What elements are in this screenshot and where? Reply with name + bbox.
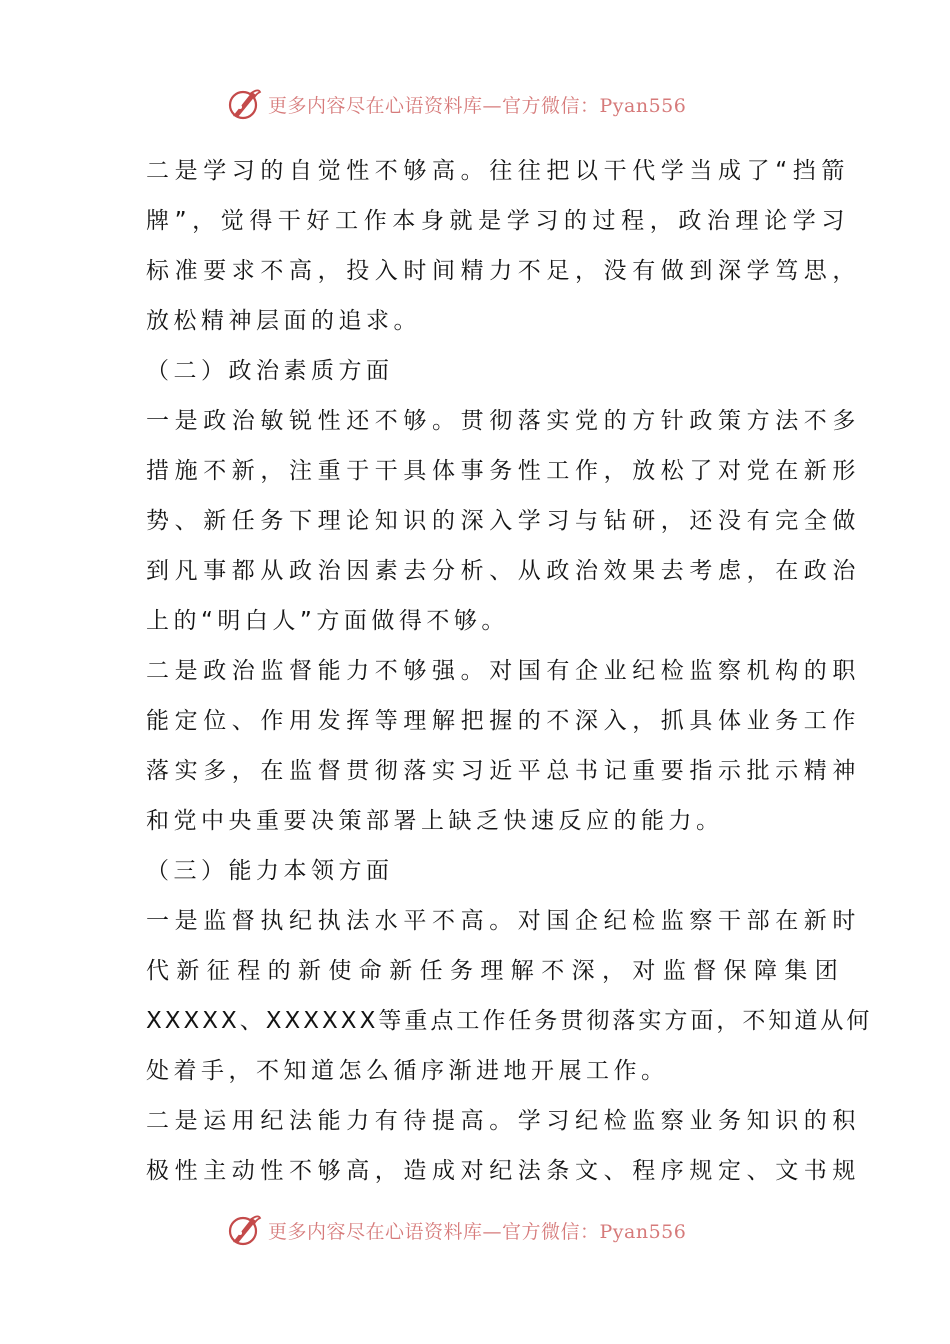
text-line: 代新征程的新使命新任务理解不深，对监督保障集团	[146, 958, 846, 984]
text-line: 能定位、作用发挥等理解把握的不深入，抓具体业务工作	[146, 708, 861, 734]
text-line: XXXXX、XXXXXX等重点工作任务贯彻落实方面，不知道从何	[146, 1008, 873, 1034]
section-heading: （三）能力本领方面	[146, 858, 394, 884]
text-line: 二是学习的自觉性不够高。往往把以干代学当成了“挡箭	[146, 158, 850, 184]
text-line: 一是监督执纪执法水平不高。对国企纪检监察干部在新时	[146, 908, 861, 934]
text-line: 落实多，在监督贯彻落实习近平总书记重要指示批示精神	[146, 758, 861, 784]
quill-logo-icon	[226, 1212, 262, 1248]
text-line: 极性主动性不够高，造成对纪法条文、程序规定、文书规	[146, 1158, 861, 1184]
text-line: 上的“明白人”方面做得不够。	[146, 608, 509, 634]
quill-logo-icon	[226, 86, 262, 122]
text-line: 到凡事都从政治因素去分析、从政治效果去考虑，在政治	[146, 558, 861, 584]
text-line: 标准要求不高，投入时间精力不足，没有做到深学笃思，	[146, 258, 861, 284]
text-line: 二是政治监督能力不够强。对国有企业纪检监察机构的职	[146, 658, 861, 684]
section-heading: （二）政治素质方面	[146, 358, 394, 384]
footer-watermark	[226, 1210, 726, 1250]
text-line: 措施不新，注重于干具体事务性工作，放松了对党在新形	[146, 458, 861, 484]
document-body	[146, 146, 873, 1196]
watermark-text: 更多内容尽在心语资料库—官方微信：Pyan556	[268, 94, 687, 117]
header-watermark	[226, 84, 726, 124]
text-line: 和党中央重要决策部署上缺乏快速反应的能力。	[146, 808, 724, 834]
watermark-text: 更多内容尽在心语资料库—官方微信：Pyan556	[268, 1220, 687, 1243]
text-line: 一是政治敏锐性还不够。贯彻落实党的方针政策方法不多	[146, 408, 861, 434]
text-line: 放松精神层面的追求。	[146, 308, 421, 334]
text-line: 二是运用纪法能力有待提高。学习纪检监察业务知识的积	[146, 1108, 861, 1134]
text-line: 牌”，觉得干好工作本身就是学习的过程，政治理论学习	[146, 208, 850, 234]
text-line: 势、新任务下理论知识的深入学习与钻研，还没有完全做	[146, 508, 861, 534]
text-line: 处着手，不知道怎么循序渐进地开展工作。	[146, 1058, 669, 1084]
